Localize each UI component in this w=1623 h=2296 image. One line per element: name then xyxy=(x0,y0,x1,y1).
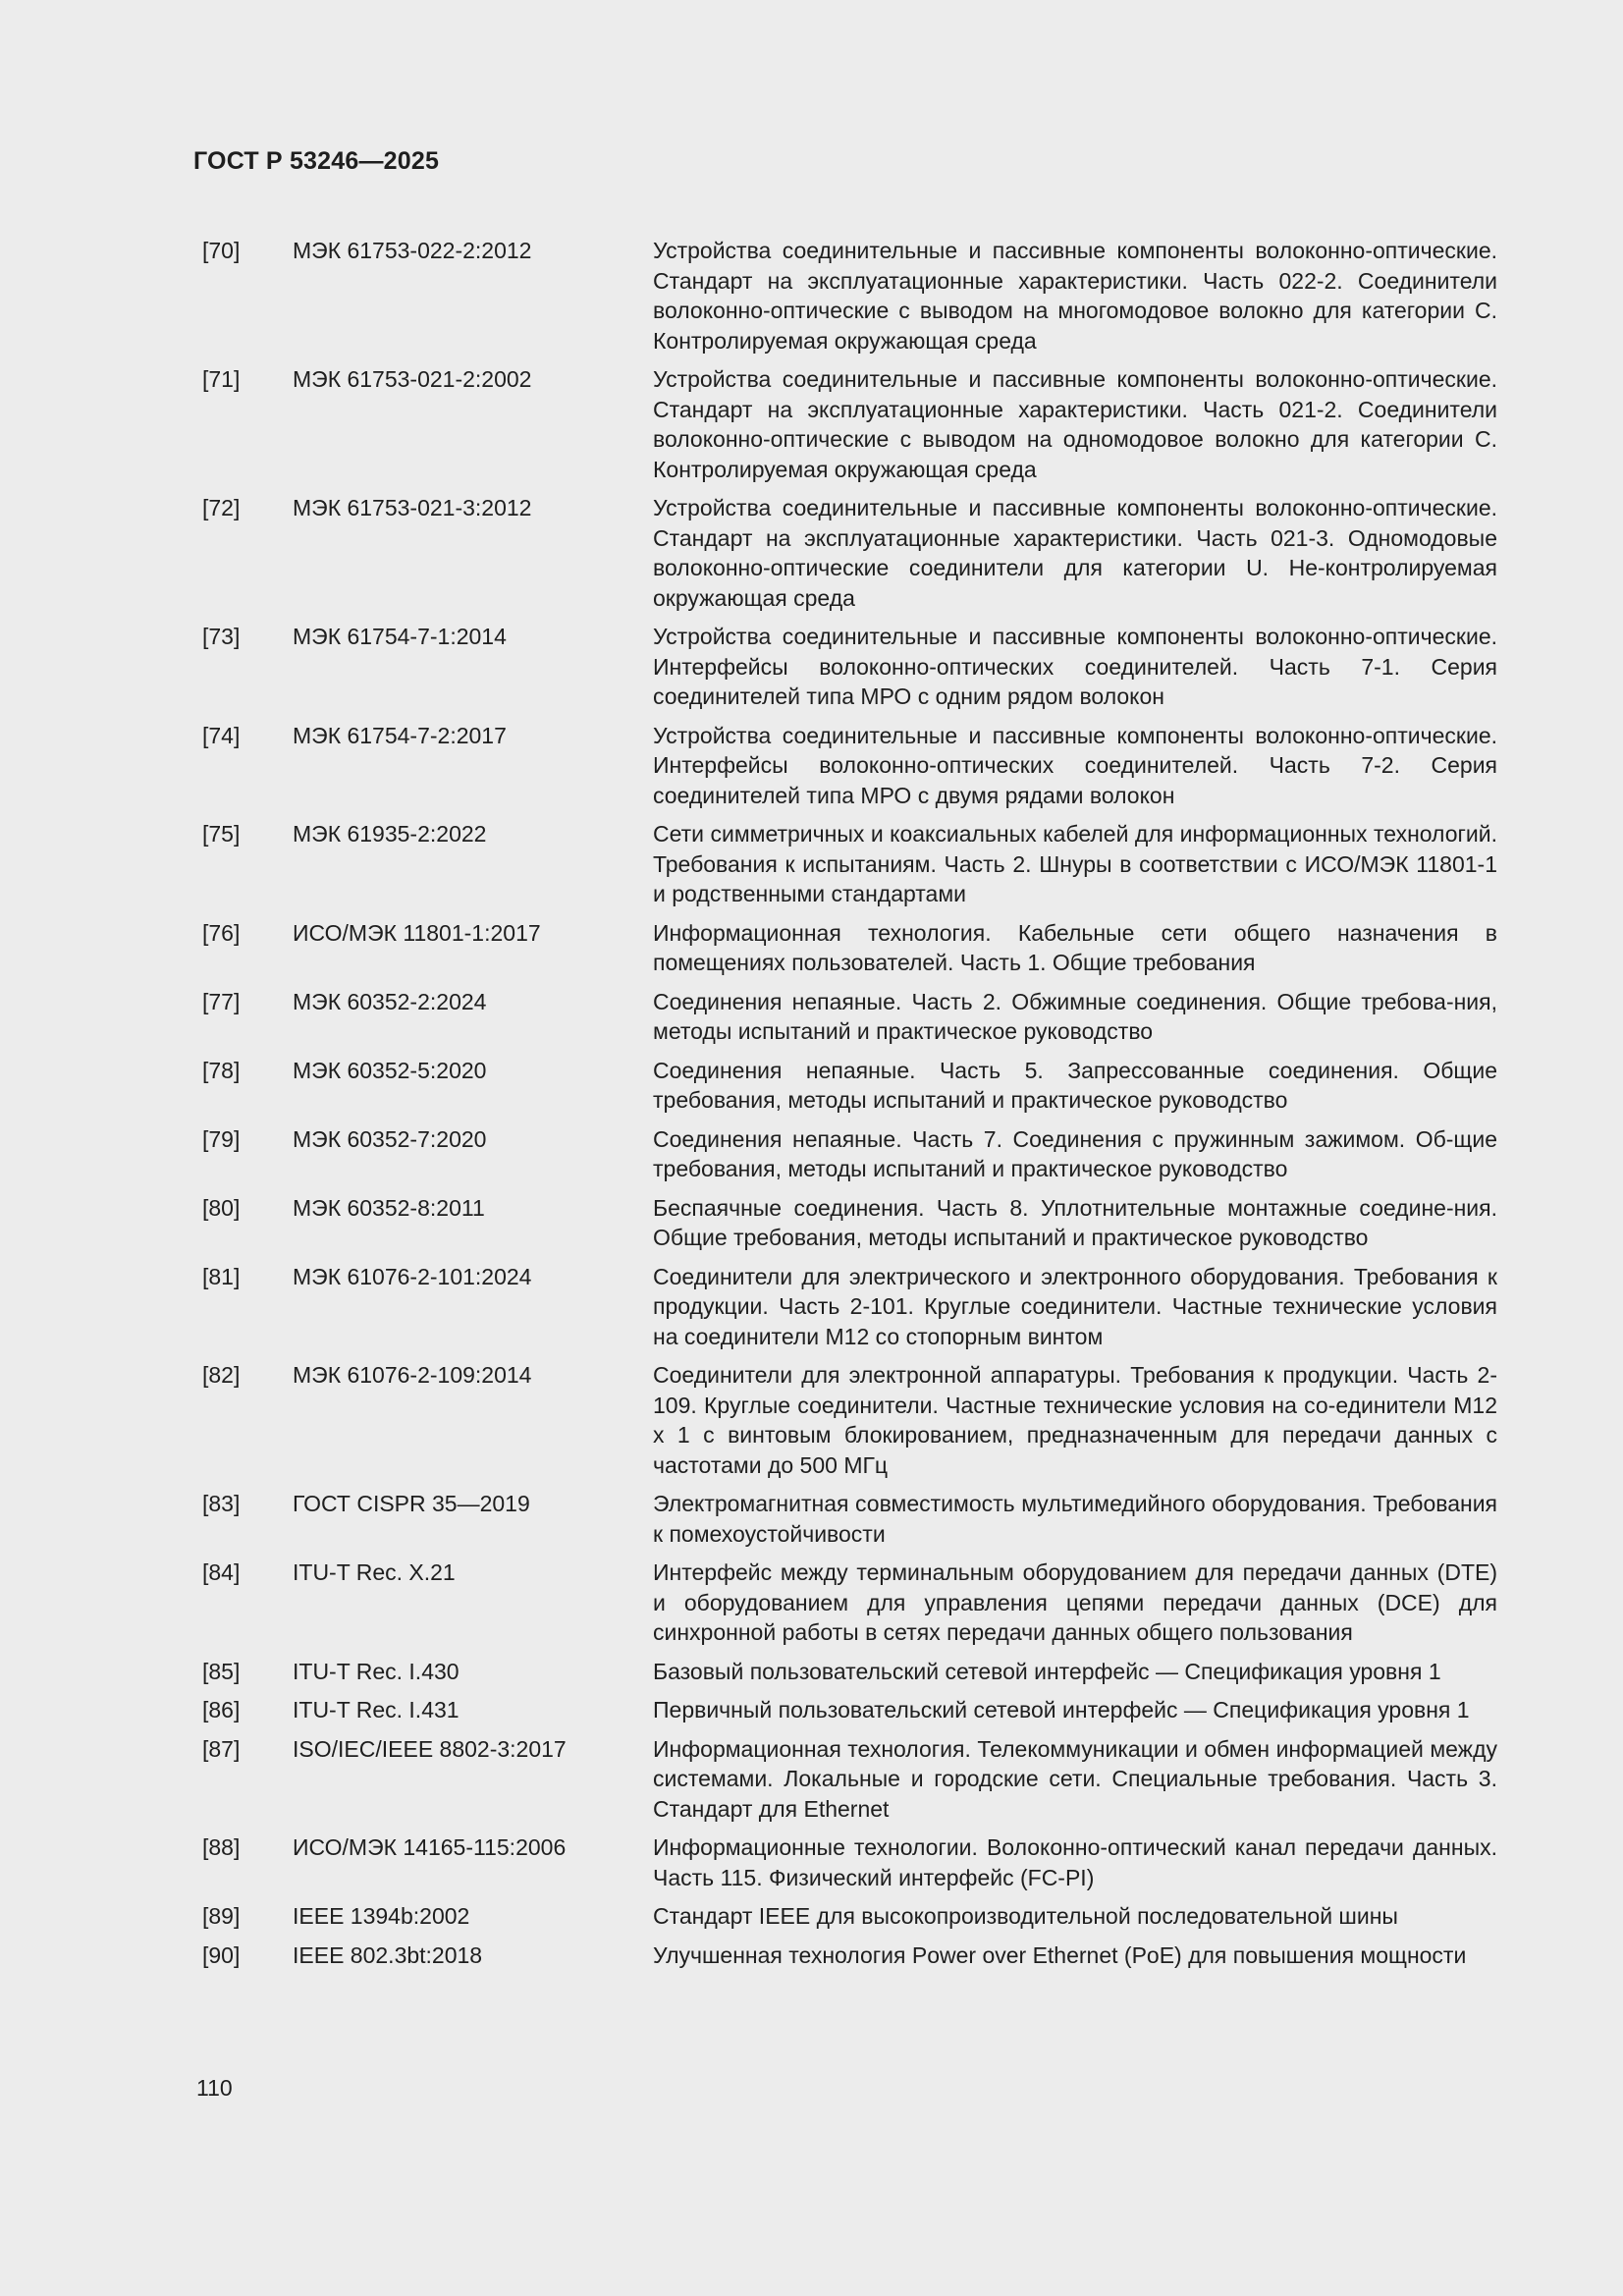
reference-item-79 xyxy=(202,1124,1497,1184)
reference-number: [80] xyxy=(202,1194,241,1221)
reference-number: [84] xyxy=(202,1559,241,1585)
reference-title: Устройства соединительные и пассивные компоненты волоконно-оптические. Интерфейсы волоконно-оптических соединителей. Часть 7-1. Серия соединителей типа МРО с одним рядом волокон xyxy=(653,624,1497,709)
reference-number: [78] xyxy=(202,1057,241,1083)
reference-item-76 xyxy=(202,918,1497,978)
reference-title: Интерфейс между терминальным оборудованием для передачи данных (DTE) и оборудованием для управления цепями передачи данных (DCE) для синхронной работы в сетях передачи данных общего пользования xyxy=(653,1559,1497,1645)
reference-number: [82] xyxy=(202,1362,241,1388)
reference-code: ITU-T Rec. I.430 xyxy=(293,1658,460,1684)
reference-item-87 xyxy=(202,1734,1497,1825)
reference-number: [76] xyxy=(202,919,241,946)
reference-item-84 xyxy=(202,1558,1497,1648)
reference-list xyxy=(202,236,1497,1979)
reference-title: Соединения непаяные. Часть 7. Соединения с пружинным зажимом. Об-щие требования, методы испытаний и практическое руководство xyxy=(653,1125,1497,1181)
reference-title: Соединения непаяные. Часть 2. Обжимные соединения. Общие требова-ния, методы испытаний и практическое руководство xyxy=(653,988,1497,1044)
page-number: 110 xyxy=(196,2075,233,2101)
reference-number: [77] xyxy=(202,988,241,1014)
reference-code: ГОСТ CISPR 35—2019 xyxy=(293,1491,530,1516)
reference-code: МЭК 61076-2-109:2014 xyxy=(293,1362,532,1388)
reference-code: ИСО/МЭК 14165-115:2006 xyxy=(293,1834,567,1860)
reference-title: Электромагнитная совместимость мультимедийного оборудования. Требования к помехоустойчивости xyxy=(653,1491,1497,1547)
reference-item-82 xyxy=(202,1360,1497,1480)
reference-number: [75] xyxy=(202,821,241,847)
reference-number: [72] xyxy=(202,495,241,520)
reference-item-71 xyxy=(202,364,1497,484)
reference-number: [89] xyxy=(202,1903,241,1929)
reference-item-80 xyxy=(202,1193,1497,1253)
reference-title: Соединители для электронной аппаратуры. Требования к продукции. Часть 2-109. Круглые соединители. Частные технические условия на со-единители М12 х 1 с винтовым блокированием, предназначенным для передачи данных с частотами до 500 МГц xyxy=(653,1362,1497,1478)
reference-item-81 xyxy=(202,1262,1497,1352)
reference-title: Соединители для электрического и электронного оборудования. Требования к продукции. Часть 2-101. Круглые соединители. Частные технические условия на соединители М12 со стопорным винтом xyxy=(653,1263,1497,1349)
reference-item-78 xyxy=(202,1056,1497,1116)
reference-code: МЭК 61754-7-1:2014 xyxy=(293,624,507,649)
reference-number: [88] xyxy=(202,1834,241,1860)
reference-item-88 xyxy=(202,1832,1497,1892)
reference-number: [90] xyxy=(202,1941,241,1968)
reference-title: Устройства соединительные и пассивные компоненты волоконно-оптические. Стандарт на эксплуатационные характеристики. Часть 021-2. Соединители волоконно-оптические с выводом на одномодовое волокно для категории С. Контролируемая окружающая среда xyxy=(653,366,1497,482)
reference-item-86 xyxy=(202,1695,1497,1725)
reference-number: [74] xyxy=(202,722,241,748)
reference-code: ITU-T Rec. I.431 xyxy=(293,1697,460,1722)
reference-number: [83] xyxy=(202,1491,241,1516)
reference-item-77 xyxy=(202,987,1497,1047)
reference-code: МЭК 61076-2-101:2024 xyxy=(293,1263,532,1289)
reference-title: Первичный пользовательский сетевой интерфейс — Спецификация уровня 1 xyxy=(653,1697,1470,1722)
reference-title: Информационная технология. Кабельные сети общего назначения в помещениях пользователей. Часть 1. Общие требования xyxy=(653,919,1497,975)
reference-title: Информационные технологии. Волоконно-оптический канал передачи данных. Часть 115. Физический интерфейс (FC-PI) xyxy=(653,1834,1497,1890)
reference-code: МЭК 60352-2:2024 xyxy=(293,988,487,1014)
reference-item-74 xyxy=(202,721,1497,811)
reference-title: Устройства соединительные и пассивные компоненты волоконно-оптические. Стандарт на эксплуатационные характеристики. Часть 022-2. Соединители волоконно-оптические с выводом на многомодовое волокно для категории С. Контролируемая окружающая среда xyxy=(653,238,1497,354)
reference-code: МЭК 61753-022-2:2012 xyxy=(293,238,532,263)
reference-title: Базовый пользовательский сетевой интерфейс — Спецификация уровня 1 xyxy=(653,1658,1441,1684)
reference-number: [86] xyxy=(202,1697,241,1722)
reference-code: МЭК 61753-021-3:2012 xyxy=(293,495,532,520)
reference-title: Соединения непаяные. Часть 5. Запрессованные соединения. Общие требования, методы испытаний и практическое руководство xyxy=(653,1057,1497,1113)
reference-title: Беспаячные соединения. Часть 8. Уплотнительные монтажные соедине-ния. Общие требования, методы испытаний и практическое руководство xyxy=(653,1194,1497,1250)
reference-code: ITU-T Rec. X.21 xyxy=(293,1559,456,1585)
reference-code: ИСО/МЭК 11801-1:2017 xyxy=(293,919,541,946)
reference-code: IEEE 802.3bt:2018 xyxy=(293,1941,483,1968)
reference-code: МЭК 61935-2:2022 xyxy=(293,821,487,847)
reference-code: IEEE 1394b:2002 xyxy=(293,1903,470,1929)
reference-item-83 xyxy=(202,1489,1497,1549)
reference-code: МЭК 60352-7:2020 xyxy=(293,1125,487,1152)
reference-title: Улучшенная технология Power over Ethernet (PoE) для повышения мощности xyxy=(653,1941,1467,1968)
reference-number: [73] xyxy=(202,624,241,649)
reference-code: МЭК 61754-7-2:2017 xyxy=(293,722,507,748)
document-header: ГОСТ Р 53246—2025 xyxy=(193,147,440,175)
reference-code: ISO/IEC/IEEE 8802-3:2017 xyxy=(293,1735,567,1762)
reference-item-90 xyxy=(202,1941,1497,1971)
reference-title: Устройства соединительные и пассивные компоненты волоконно-оптические. Стандарт на эксплуатационные характеристики. Часть 021-3. Одномодовые волоконно-оптические соединители для категории U. Не-контролируемая окружающая среда xyxy=(653,495,1497,611)
reference-title: Сети симметричных и коаксиальных кабелей для информационных технологий. Требования к испытаниям. Часть 2. Шнуры в соответствии с ИСО/МЭК 11801-1 и родственными стандартами xyxy=(653,821,1497,906)
reference-number: [87] xyxy=(202,1735,241,1762)
reference-code: МЭК 60352-8:2011 xyxy=(293,1194,485,1221)
reference-number: [70] xyxy=(202,238,241,263)
reference-title: Устройства соединительные и пассивные компоненты волоконно-оптические. Интерфейсы волоконно-оптических соединителей. Часть 7-2. Серия соединителей типа МРО с двумя рядами волокон xyxy=(653,722,1497,808)
reference-number: [79] xyxy=(202,1125,241,1152)
reference-item-73 xyxy=(202,622,1497,712)
reference-item-72 xyxy=(202,493,1497,613)
reference-number: [85] xyxy=(202,1658,241,1684)
reference-title: Информационная технология. Телекоммуникации и обмен информацией между системами. Локальные и городские сети. Специальные требования. Часть 3. Стандарт для Ethernet xyxy=(653,1735,1497,1822)
reference-code: МЭК 61753-021-2:2002 xyxy=(293,366,532,392)
reference-number: [81] xyxy=(202,1263,241,1289)
reference-title: Стандарт IEEE для высокопроизводительной последовательной шины xyxy=(653,1903,1398,1929)
reference-item-70 xyxy=(202,236,1497,355)
reference-item-89 xyxy=(202,1901,1497,1932)
reference-item-85 xyxy=(202,1657,1497,1687)
reference-number: [71] xyxy=(202,366,241,392)
reference-item-75 xyxy=(202,819,1497,909)
reference-code: МЭК 60352-5:2020 xyxy=(293,1057,487,1083)
